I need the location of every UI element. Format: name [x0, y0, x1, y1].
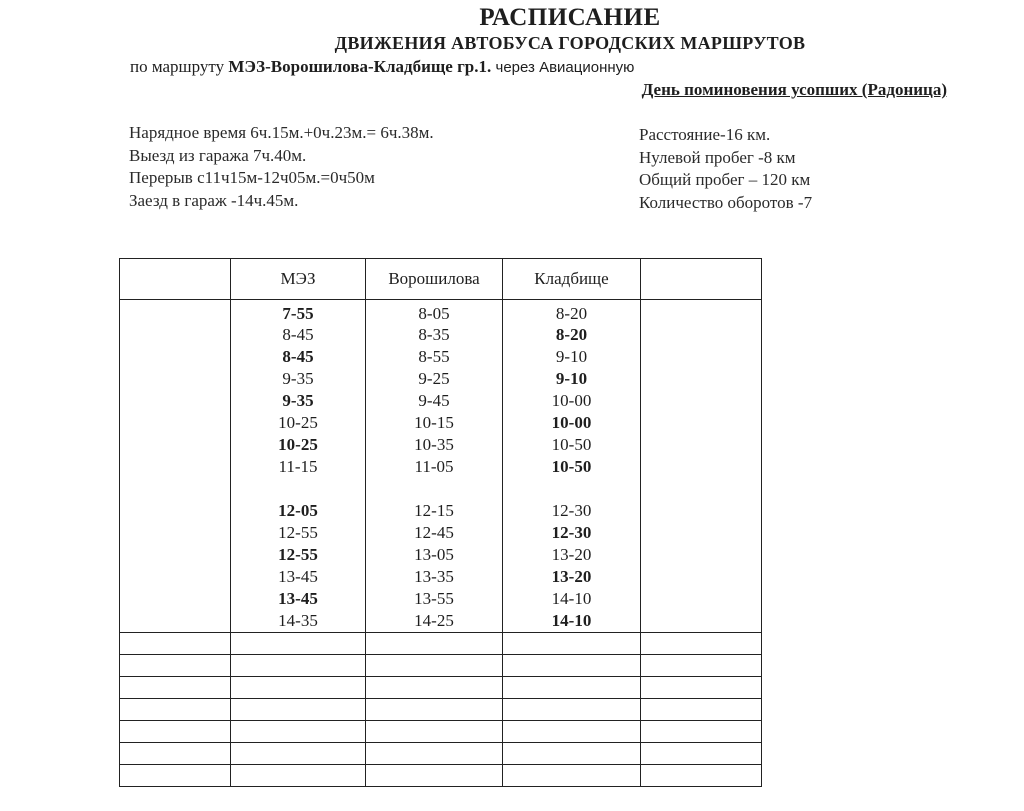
table-row-empty — [120, 743, 762, 765]
table-cell — [641, 610, 762, 633]
cell-mez — [231, 478, 366, 500]
cell-cemetery: 12-30 — [503, 522, 641, 544]
total-run: Общий пробег – 120 км — [639, 170, 811, 189]
table-cell — [120, 390, 231, 412]
route-line — [130, 57, 634, 77]
cell-cemetery: 8-20 — [503, 300, 641, 325]
table-cell — [641, 300, 762, 325]
table-row — [120, 368, 762, 390]
cell-mez: 13-45 — [231, 566, 366, 588]
cell-cemetery: 9-10 — [503, 346, 641, 368]
cell-voroshilova: 13-35 — [366, 566, 503, 588]
table-cell — [641, 566, 762, 588]
table-cell — [503, 699, 641, 721]
table-cell — [503, 655, 641, 677]
table-cell — [120, 324, 231, 346]
table-cell — [120, 721, 231, 743]
table-row-empty — [120, 721, 762, 743]
table-row — [120, 522, 762, 544]
table-cell — [641, 500, 762, 522]
table-header-row — [120, 259, 762, 300]
table-row — [120, 456, 762, 478]
info-right-block — [639, 124, 812, 214]
cell-mez: 11-15 — [231, 456, 366, 478]
cell-voroshilova: 12-45 — [366, 522, 503, 544]
table-row — [120, 346, 762, 368]
column-header-cemetery: Кладбище — [503, 259, 641, 300]
table-cell — [120, 610, 231, 633]
table-cell — [641, 544, 762, 566]
table-cell — [641, 677, 762, 699]
table-row-empty — [120, 633, 762, 655]
column-header — [641, 259, 762, 300]
route-prefix: по маршруту — [130, 57, 225, 76]
table-cell — [231, 699, 366, 721]
table-cell — [641, 522, 762, 544]
table-cell — [641, 478, 762, 500]
table-cell — [366, 677, 503, 699]
table-cell — [120, 300, 231, 325]
table-row — [120, 390, 762, 412]
table-cell — [641, 699, 762, 721]
column-header-voroshilova: Ворошилова — [366, 259, 503, 300]
cell-cemetery: 9-10 — [503, 368, 641, 390]
cell-mez: 13-45 — [231, 588, 366, 610]
table-cell — [641, 434, 762, 456]
cell-mez: 7-55 — [231, 300, 366, 325]
shift-time: Нарядное время 6ч.15м.+0ч.23м.= 6ч.38м. — [129, 123, 434, 142]
table-cell — [366, 655, 503, 677]
table-cell — [366, 699, 503, 721]
table-cell — [641, 633, 762, 655]
schedule-table — [119, 258, 762, 787]
distance: Расстояние-16 км. — [639, 125, 771, 144]
table-cell — [366, 765, 503, 787]
table-cell — [120, 456, 231, 478]
table-cell — [641, 346, 762, 368]
cell-voroshilova: 8-35 — [366, 324, 503, 346]
table-cell — [120, 522, 231, 544]
table-cell — [231, 743, 366, 765]
document-subtitle: ДВИЖЕНИЯ АВТОБУСА ГОРОДСКИХ МАРШРУТОВ — [334, 33, 806, 53]
table-cell — [366, 743, 503, 765]
cell-cemetery: 10-00 — [503, 412, 641, 434]
cell-cemetery: 8-20 — [503, 324, 641, 346]
table-cell — [120, 544, 231, 566]
table-cell — [120, 677, 231, 699]
table-row — [120, 478, 762, 500]
table-cell — [120, 743, 231, 765]
table-cell — [120, 765, 231, 787]
table-cell — [231, 677, 366, 699]
table-cell — [231, 765, 366, 787]
table-row — [120, 300, 762, 325]
cell-cemetery: 10-50 — [503, 434, 641, 456]
column-header — [120, 259, 231, 300]
break-time: Перерыв с11ч15м-12ч05м.=0ч50м — [129, 168, 375, 187]
cell-mez: 10-25 — [231, 412, 366, 434]
table-cell — [120, 368, 231, 390]
table-row-empty — [120, 655, 762, 677]
table-cell — [120, 346, 231, 368]
table-cell — [231, 721, 366, 743]
cell-voroshilova: 11-05 — [366, 456, 503, 478]
cell-mez: 12-05 — [231, 500, 366, 522]
table-cell — [120, 633, 231, 655]
cell-voroshilova: 12-15 — [366, 500, 503, 522]
table-cell — [503, 677, 641, 699]
table-cell — [120, 699, 231, 721]
cell-voroshilova: 10-35 — [366, 434, 503, 456]
document-title: РАСПИСАНИЕ — [479, 4, 661, 31]
cell-voroshilova: 8-55 — [366, 346, 503, 368]
cell-cemetery: 14-10 — [503, 610, 641, 633]
cell-mez: 9-35 — [231, 390, 366, 412]
cell-mez: 12-55 — [231, 522, 366, 544]
table-row — [120, 324, 762, 346]
table-cell — [641, 390, 762, 412]
column-header-mez: МЭЗ — [231, 259, 366, 300]
table-cell — [231, 633, 366, 655]
table-row-empty — [120, 677, 762, 699]
cell-mez: 8-45 — [231, 346, 366, 368]
table-cell — [366, 633, 503, 655]
cell-cemetery: 12-30 — [503, 500, 641, 522]
table-row — [120, 500, 762, 522]
table-cell — [641, 456, 762, 478]
table-cell — [231, 655, 366, 677]
table-cell — [366, 721, 503, 743]
table-cell — [641, 588, 762, 610]
table-cell — [503, 743, 641, 765]
table-cell — [641, 765, 762, 787]
table-cell — [503, 721, 641, 743]
info-left-block — [129, 122, 434, 212]
table-row — [120, 544, 762, 566]
table-cell — [641, 743, 762, 765]
route-name: МЭЗ-Ворошилова-Кладбище гр.1. — [228, 57, 492, 76]
route-via: через Авиационную — [495, 59, 635, 76]
table-row — [120, 566, 762, 588]
table-cell — [120, 412, 231, 434]
table-row-empty — [120, 765, 762, 787]
cell-voroshilova: 10-15 — [366, 412, 503, 434]
cell-mez: 9-35 — [231, 368, 366, 390]
cell-voroshilova: 9-25 — [366, 368, 503, 390]
table-cell — [120, 434, 231, 456]
table-cell — [120, 566, 231, 588]
garage-return: Заезд в гараж -14ч.45м. — [129, 190, 299, 210]
cell-voroshilova — [366, 478, 503, 500]
table-cell — [641, 412, 762, 434]
cell-mez: 8-45 — [231, 324, 366, 346]
table-row — [120, 412, 762, 434]
occasion-title: День поминовения усопших (Радоница) — [641, 80, 947, 99]
table-row — [120, 610, 762, 633]
table-cell — [120, 478, 231, 500]
empty-run: Нулевой пробег -8 км — [639, 147, 796, 167]
table-cell — [120, 655, 231, 677]
table-cell — [120, 500, 231, 522]
cell-voroshilova: 9-45 — [366, 390, 503, 412]
round-trips: Количество оборотов -7 — [639, 192, 813, 212]
table-row — [120, 588, 762, 610]
table-cell — [503, 633, 641, 655]
cell-cemetery: 13-20 — [503, 566, 641, 588]
cell-voroshilova: 8-05 — [366, 300, 503, 325]
cell-voroshilova: 13-05 — [366, 544, 503, 566]
cell-mez: 10-25 — [231, 434, 366, 456]
cell-cemetery — [503, 478, 641, 500]
cell-cemetery: 13-20 — [503, 544, 641, 566]
cell-voroshilova: 14-25 — [366, 610, 503, 633]
table-row-empty — [120, 699, 762, 721]
table-cell — [641, 324, 762, 346]
cell-voroshilova: 13-55 — [366, 588, 503, 610]
garage-departure: Выезд из гаража 7ч.40м. — [129, 145, 307, 165]
cell-cemetery: 10-00 — [503, 390, 641, 412]
table-row — [120, 434, 762, 456]
schedule-body — [120, 300, 762, 787]
cell-cemetery: 14-10 — [503, 588, 641, 610]
cell-cemetery: 10-50 — [503, 456, 641, 478]
cell-mez: 14-35 — [231, 610, 366, 633]
table-cell — [120, 588, 231, 610]
table-cell — [641, 368, 762, 390]
table-cell — [503, 765, 641, 787]
table-cell — [641, 655, 762, 677]
table-cell — [641, 721, 762, 743]
cell-mez: 12-55 — [231, 544, 366, 566]
